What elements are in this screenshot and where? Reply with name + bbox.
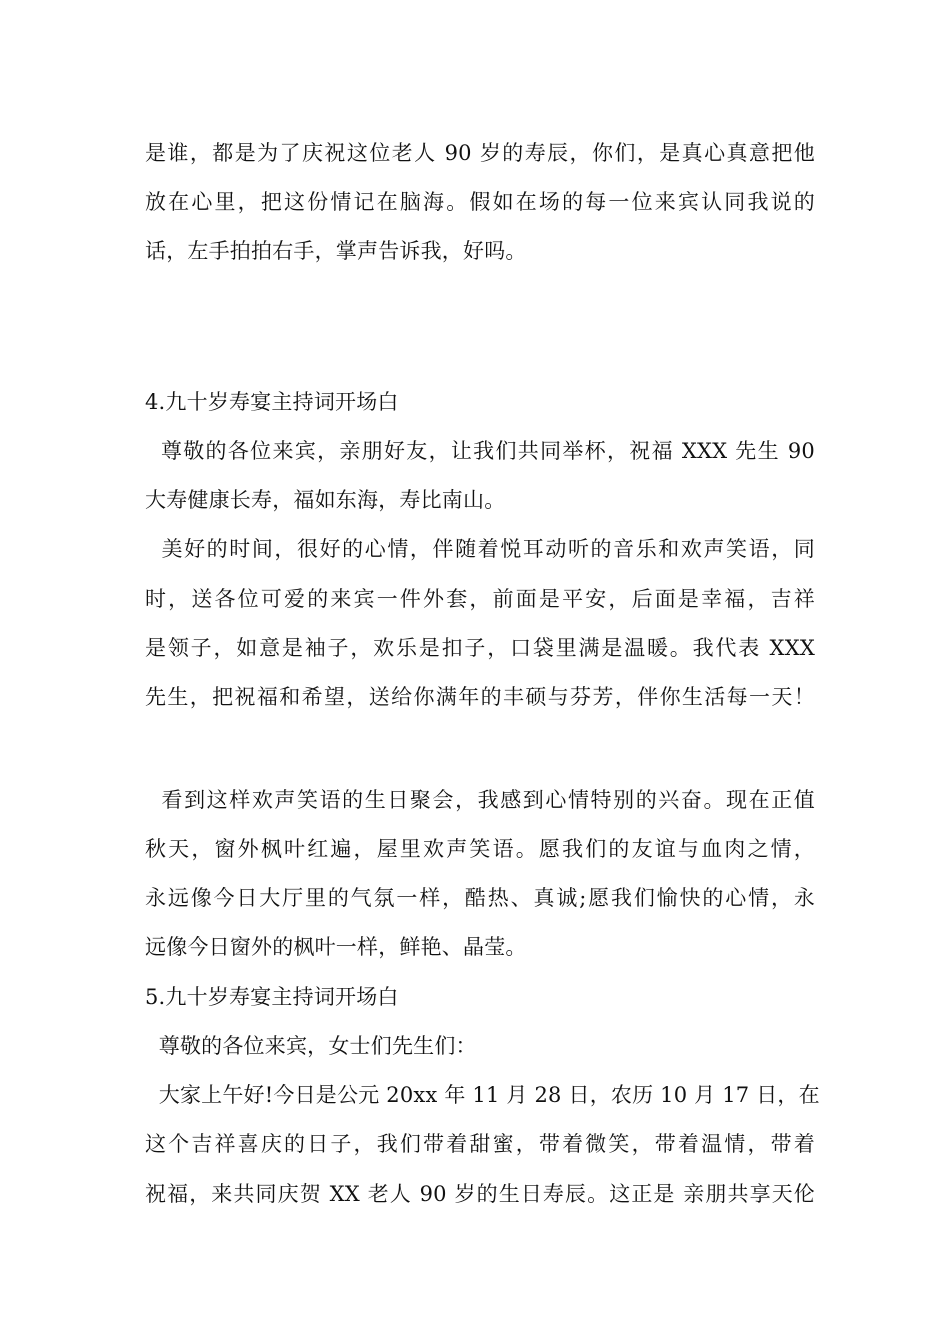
paragraph-line: 是领子，如意是袖子，欢乐是扣子，口袋里满是温暖。我代表 XXX bbox=[145, 636, 815, 660]
paragraph-line: 尊敬的各位来宾，亲朋好友，让我们共同举杯，祝福 XXX 先生 90 bbox=[145, 439, 815, 463]
paragraph-line: 时，送各位可爱的来宾一件外套，前面是平安，后面是幸福，吉祥 bbox=[145, 587, 815, 611]
paragraph-line: 远像今日窗外的枫叶一样，鲜艳、晶莹。 bbox=[145, 935, 527, 959]
section-heading: 4.九十岁寿宴主持词开场白 bbox=[145, 390, 399, 414]
paragraph-line: 大寿健康长寿，福如东海，寿比南山。 bbox=[145, 488, 506, 512]
paragraph-line: 秋天，窗外枫叶红遍，屋里欢声笑语。愿我们的友谊与血肉之情， bbox=[145, 837, 815, 861]
paragraph-line: 先生，把祝福和希望，送给你满年的丰硕与芬芳，伴你生活每一天！ bbox=[145, 685, 815, 709]
paragraph-line: 永远像今日大厅里的气氛一样，酷热、真诚;愿我们愉快的心情，永 bbox=[145, 886, 815, 910]
paragraph-line: 这个吉祥喜庆的日子，我们带着甜蜜，带着微笑，带着温情，带着 bbox=[145, 1132, 815, 1156]
paragraph-line: 大家上午好!今日是公元 20xx 年 11 月 28 日，农历 10 月 17 日，在 bbox=[145, 1083, 820, 1107]
paragraph-line: 话，左手拍拍右手，掌声告诉我，好吗。 bbox=[145, 239, 527, 263]
paragraph-line: 尊敬的各位来宾，女士们先生们： bbox=[145, 1034, 477, 1058]
section-heading: 5.九十岁寿宴主持词开场白 bbox=[145, 985, 399, 1009]
paragraph-line: 祝福，来共同庆贺 XX 老人 90 岁的生日寿辰。这正是 亲朋共享天伦 bbox=[145, 1182, 815, 1206]
paragraph-line: 放在心里，把这份情记在脑海。假如在场的每一位来宾认同我说的 bbox=[145, 190, 815, 214]
paragraph-line: 看到这样欢声笑语的生日聚会，我感到心情特别的兴奋。现在正值 bbox=[145, 788, 815, 812]
paragraph-line: 是谁，都是为了庆祝这位老人 90 岁的寿辰，你们，是真心真意把他 bbox=[145, 141, 815, 165]
paragraph-line: 美好的时间，很好的心情，伴随着悦耳动听的音乐和欢声笑语，同 bbox=[145, 537, 815, 561]
